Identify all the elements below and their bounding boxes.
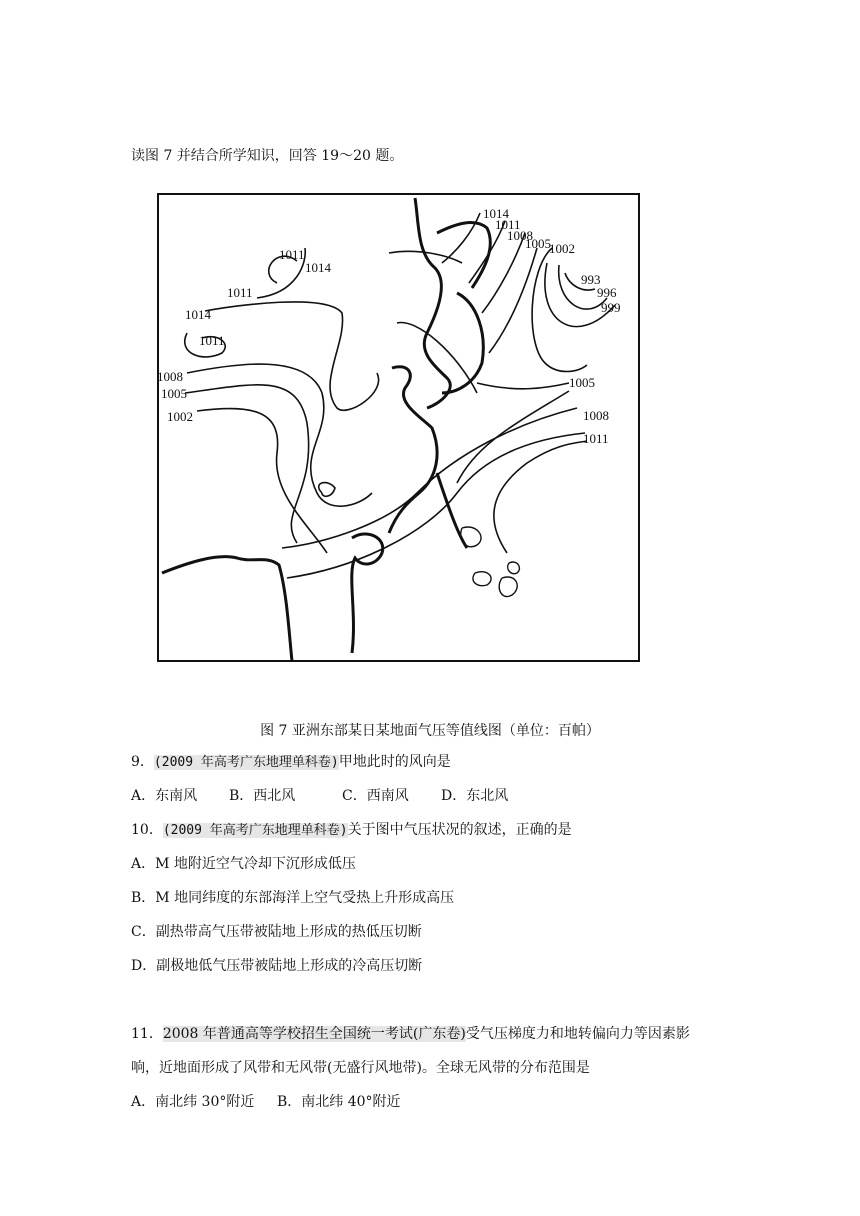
island	[461, 527, 481, 547]
question-10-option-c: C．副热带高气压带被陆地上形成的热低压切断	[131, 924, 422, 940]
option-a: A．南北纬 30°附近	[131, 1094, 255, 1110]
island	[499, 577, 517, 597]
question-text: 关于图中气压状况的叙述，正确的是	[347, 822, 572, 838]
isobar-label: 1014	[305, 260, 331, 275]
option-b: B．西北风	[229, 788, 296, 804]
question-text: 受气压梯度力和地转偏向力等因素影	[465, 1026, 690, 1042]
island	[473, 572, 491, 586]
question-source: 2008 年普通高等学校招生全国统一考试(广东卷)	[162, 1026, 466, 1042]
option-d: D．东北风	[441, 788, 509, 804]
intro-text: 读图 7 并结合所学知识，回答 19～20 题。	[131, 148, 404, 164]
isobar-label: 1011	[495, 217, 521, 232]
isobar-label: 1005	[161, 386, 187, 401]
isobar-line	[457, 391, 569, 483]
isobar-label: 1011	[583, 431, 609, 446]
isobar-label: 1008	[157, 369, 183, 384]
question-text: 甲地此时的风向是	[338, 754, 451, 770]
question-source: (2009 年高考广东地理单科卷)	[162, 823, 348, 838]
isobar-label: 1014	[185, 307, 211, 322]
option-a: A．东南风	[131, 788, 198, 804]
coastline	[437, 223, 490, 288]
isobar-label: 1014	[483, 206, 509, 221]
isobar-line	[185, 385, 309, 543]
isobar-line	[319, 483, 335, 497]
isobar-label: 996	[597, 285, 617, 300]
island	[508, 562, 520, 574]
isobar-label: 1011	[279, 247, 305, 262]
coastline	[389, 367, 437, 533]
question-source: (2009 年高考广东地理单科卷)	[153, 755, 339, 770]
option-b: B．南北纬 40°附近	[277, 1094, 401, 1110]
question-10-option-b: B．M 地同纬度的东部海洋上空气受热上升形成高压	[131, 890, 455, 906]
question-number: 10．	[131, 822, 163, 838]
isobar-line	[282, 408, 577, 548]
question-11-options	[131, 1093, 401, 1111]
isobar-line	[187, 364, 372, 506]
question-10-option-d: D．副极地低气压带被陆地上形成的冷高压切断	[131, 958, 423, 974]
question-9-options	[131, 787, 508, 805]
isobar-line	[442, 213, 480, 263]
isobar-label: 1008	[507, 228, 533, 243]
isobar-map	[157, 193, 640, 662]
isobar-label: 1011	[199, 333, 225, 348]
question-11-continued: 响，近地面形成了风带和无风带(无盛行风地带)。全球无风带的分布范围是	[131, 1060, 590, 1076]
isobar-line	[477, 383, 569, 389]
question-10-option-a: A．M 地附近空气冷却下沉形成低压	[131, 856, 356, 872]
question-11	[131, 1025, 690, 1043]
isobar-label: 1005	[569, 375, 595, 390]
isobar-line	[494, 441, 587, 553]
figure-caption: 图 7 亚洲东部某日某地面气压等值线图（单位：百帕）	[260, 723, 600, 739]
isobar-label: 1002	[167, 409, 193, 424]
isobar-label: 1002	[549, 241, 575, 256]
islands	[461, 527, 520, 597]
isobar-label: 1005	[525, 236, 551, 251]
isobar-label: 993	[581, 272, 601, 287]
option-c: C．西南风	[342, 788, 409, 804]
isobar-label: 1008	[583, 408, 609, 423]
question-number: 11．	[131, 1026, 163, 1042]
question-10	[131, 821, 572, 840]
coastline	[162, 557, 292, 661]
question-number: 9．	[131, 754, 154, 770]
isobar-label: 1011	[227, 285, 253, 300]
map-frame	[158, 194, 639, 661]
isobar-lines	[185, 213, 615, 578]
question-9	[131, 753, 451, 772]
isobar-labels	[157, 206, 621, 446]
isobar-label: 999	[601, 300, 621, 315]
